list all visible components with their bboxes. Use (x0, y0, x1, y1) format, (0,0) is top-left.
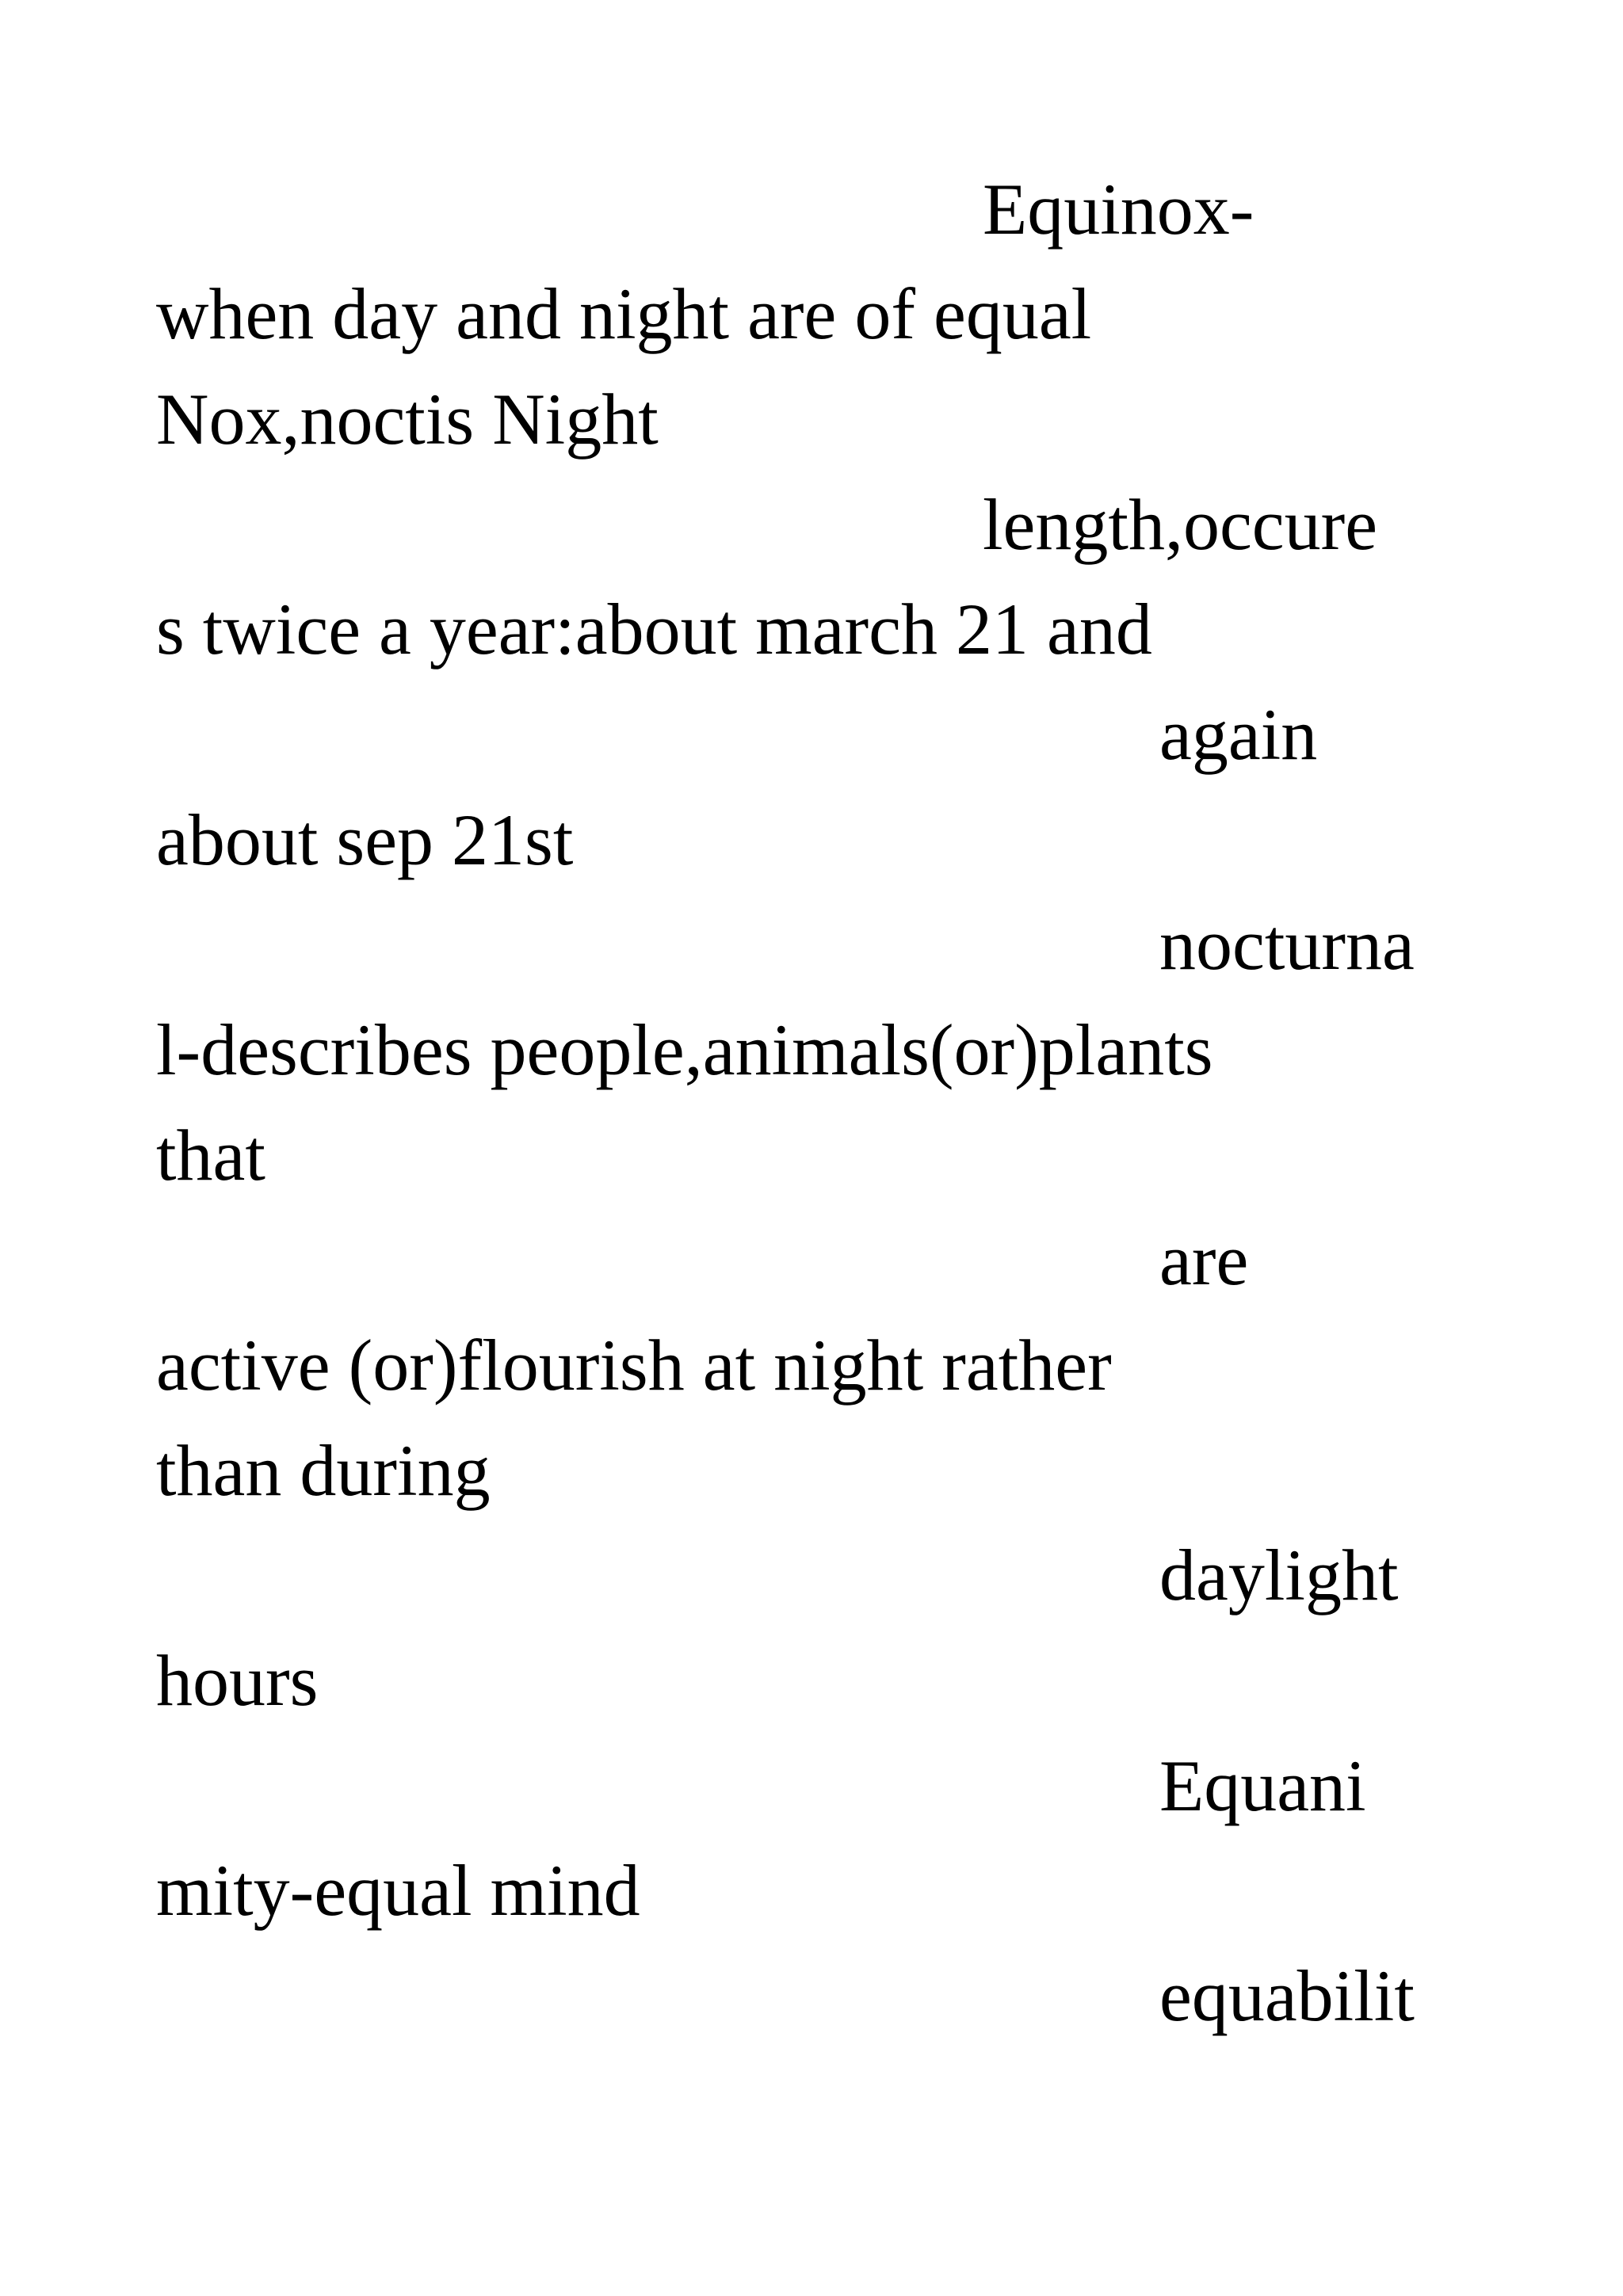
text-line: active (or)flourish at night rather (156, 1325, 1112, 1405)
text-line: equabilit (1159, 1955, 1415, 2036)
text-line: again (1159, 694, 1318, 775)
text-line: about sep 21st (156, 799, 574, 880)
text-line: are (1159, 1219, 1249, 1300)
text-line: s twice a year:about march 21 and (156, 589, 1152, 669)
text-line: hours (156, 1640, 319, 1721)
text-line: l-describes people,animals(or)plants (156, 1009, 1213, 1090)
text-line: length,occure (983, 484, 1378, 565)
text-line: than during (156, 1430, 491, 1511)
text-line: Equani (1159, 1745, 1366, 1826)
text-line: when day and night are of equal (156, 273, 1092, 354)
text-line: Nox,noctis Night (156, 379, 659, 460)
text-line: daylight (1159, 1535, 1399, 1615)
text-line: nocturna (1159, 904, 1415, 985)
text-line: mity-equal mind (156, 1850, 640, 1931)
text-line: that (156, 1115, 265, 1196)
text-line: Equinox- (983, 169, 1254, 250)
